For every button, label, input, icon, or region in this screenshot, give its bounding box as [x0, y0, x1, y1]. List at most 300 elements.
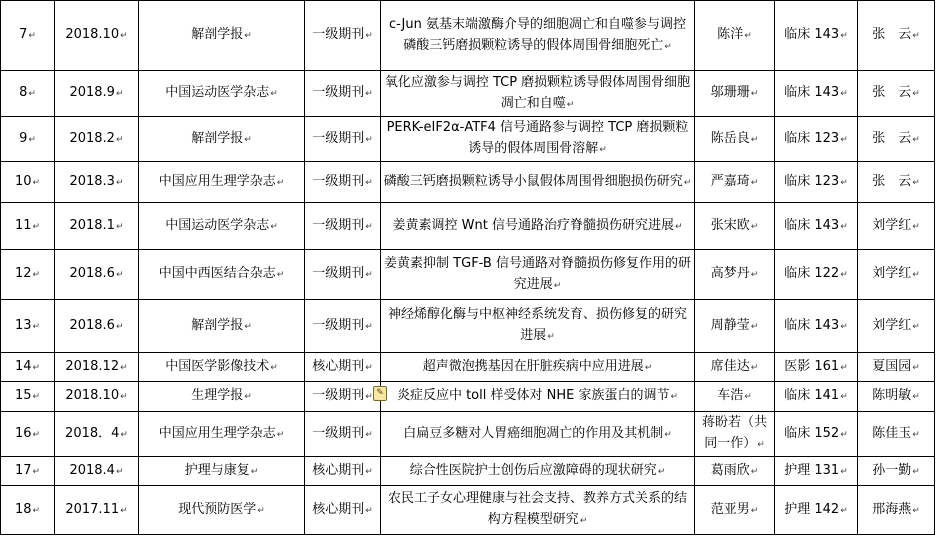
cell-supervisor-text: 张 云	[872, 130, 912, 146]
cell-author	[695, 486, 775, 535]
cell-idx-text: 9	[19, 130, 28, 146]
cell-idx	[1, 412, 55, 457]
cell-journal-text: 中国运动医学杂志	[165, 85, 270, 100]
cell-author	[695, 382, 775, 412]
cell-date-text: 2018.10	[65, 388, 120, 403]
paragraph-mark-icon: ↵	[750, 221, 759, 232]
paragraph-mark-icon: ↵	[32, 177, 41, 188]
cell-level	[305, 412, 381, 457]
cell-supervisor	[858, 71, 935, 117]
cell-class	[775, 117, 858, 162]
cell-date-text: 2017.11	[65, 501, 120, 517]
paragraph-mark-icon: ↵	[912, 31, 920, 41]
cell-supervisor	[858, 412, 935, 457]
cell-journal	[139, 117, 305, 162]
paragraph-mark-icon: ↵	[757, 440, 765, 450]
cell-title-text: 姜黄素抑制 TGF-B 信号通路对脊髓损伤修复作用的研究进展	[384, 255, 691, 292]
table-row	[1, 353, 935, 382]
cell-class-text: 医影 161	[784, 358, 840, 374]
cell-supervisor	[858, 353, 935, 382]
cell-supervisor	[858, 203, 935, 250]
cell-date-text: 2018.3	[69, 173, 115, 189]
cell-journal	[139, 353, 305, 382]
cell-author-text: 席佳达	[710, 358, 750, 374]
cell-title	[381, 250, 695, 300]
paragraph-mark-icon: ↵	[365, 89, 373, 99]
cell-author	[695, 353, 775, 382]
cell-supervisor	[858, 162, 935, 203]
cell-author-text: 范亚男	[710, 501, 750, 517]
cell-level-text: 核心期刊	[312, 358, 365, 374]
table-row	[1, 382, 935, 412]
cell-journal-text: 解剖学报	[191, 317, 244, 333]
cell-author	[695, 117, 775, 162]
cell-class	[775, 457, 858, 486]
cell-supervisor-text: 陈明敏	[872, 388, 912, 403]
cell-idx	[1, 300, 55, 353]
cell-supervisor-text: 夏国园	[872, 358, 912, 374]
cell-title-text: 超声微泡携基因在肝脏疾病中应用进展	[422, 358, 644, 374]
cell-level	[305, 250, 381, 300]
paragraph-mark-icon: ↵	[365, 392, 373, 402]
paragraph-mark-icon: ↵	[115, 466, 124, 477]
paragraph-mark-icon: ↵	[120, 362, 128, 373]
paragraph-mark-icon: ↵	[664, 41, 672, 52]
paragraph-mark-icon: ↵	[840, 505, 848, 516]
cell-class	[775, 353, 858, 382]
paragraph-mark-icon: ↵	[683, 177, 692, 188]
cell-level-text: 一级期刊	[312, 173, 365, 189]
cell-author-text: 周静莹	[710, 317, 750, 333]
cell-idx	[1, 117, 55, 162]
paragraph-mark-icon: ↵	[750, 321, 759, 332]
cell-journal-text: 中国应用生理学杂志	[158, 425, 276, 441]
comment-note-icon[interactable]: ✎	[373, 386, 387, 401]
cell-supervisor-text: 陈佳玉	[872, 425, 912, 441]
cell-author-text: 陈岳良	[710, 130, 750, 146]
cell-level	[305, 1, 381, 71]
paragraph-mark-icon: ↵	[840, 321, 848, 332]
paragraph-mark-icon: ↵	[115, 270, 124, 280]
cell-journal-text: 护理与康复	[184, 462, 250, 478]
table-row	[1, 300, 935, 353]
cell-author	[695, 412, 775, 457]
cell-title	[381, 117, 695, 162]
cell-supervisor-text: 刘学红	[872, 266, 912, 281]
cell-title	[381, 203, 695, 250]
paragraph-mark-icon: ↵	[912, 505, 920, 516]
paragraph-mark-icon: ↵	[670, 392, 679, 402]
paragraph-mark-icon: ↵	[270, 221, 278, 232]
paragraph-mark-icon: ↵	[270, 362, 278, 373]
paragraph-mark-icon: ↵	[276, 270, 285, 280]
cell-class	[775, 486, 858, 535]
cell-class-text: 临床 123	[784, 130, 840, 146]
cell-journal-text: 中国中西医结合杂志	[158, 266, 276, 281]
paragraph-mark-icon: ↵	[912, 321, 920, 332]
cell-idx	[1, 382, 55, 412]
cell-journal-text: 现代预防医学	[178, 501, 257, 517]
cell-date	[55, 457, 139, 486]
paragraph-mark-icon: ↵	[912, 392, 920, 402]
cell-class-text: 临床 143	[784, 317, 840, 333]
cell-level	[305, 300, 381, 353]
paragraph-mark-icon: ↵	[365, 505, 373, 516]
paragraph-mark-icon: ↵	[115, 221, 124, 232]
cell-idx	[1, 162, 55, 203]
paragraph-mark-icon: ↵	[566, 99, 575, 110]
paragraph-mark-icon: ↵	[750, 466, 759, 477]
cell-title-text: 综合性医院护士创伤后应激障碍的现状研究	[409, 462, 657, 478]
cell-level	[305, 71, 381, 117]
paragraph-mark-icon: ↵	[115, 134, 124, 145]
cell-class	[775, 412, 858, 457]
cell-class	[775, 162, 858, 203]
paragraph-mark-icon: ↵	[365, 177, 373, 188]
cell-date	[55, 353, 139, 382]
cell-level	[305, 382, 381, 412]
paragraph-mark-icon: ↵	[657, 466, 666, 477]
cell-supervisor-text: 张 云	[872, 85, 912, 100]
cell-title	[381, 486, 695, 535]
cell-supervisor-text: 孙一勤	[872, 462, 912, 478]
cell-date-text: 2018.2	[69, 130, 115, 146]
paragraph-mark-icon: ↵	[912, 270, 920, 280]
cell-class	[775, 250, 858, 300]
cell-date-text: 2018.1	[69, 217, 115, 233]
cell-title	[381, 71, 695, 117]
cell-class-text: 护理 131	[784, 462, 840, 478]
paragraph-mark-icon: ↵	[120, 505, 128, 516]
cell-author	[695, 250, 775, 300]
paragraph-mark-icon: ↵	[32, 362, 41, 373]
paragraph-mark-icon: ↵	[840, 89, 848, 99]
paragraph-mark-icon: ↵	[912, 429, 920, 440]
cell-title-text: 氧化应激参与调控 TCP 磨损颗粒诱导假体周围骨细胞凋亡和自噬	[384, 74, 691, 111]
paragraph-mark-icon: ↵	[744, 392, 752, 402]
paragraph-mark-icon: ↵	[276, 429, 285, 440]
paragraph-mark-icon: ↵	[276, 177, 285, 188]
cell-journal	[139, 1, 305, 71]
cell-idx-text: 15	[14, 388, 32, 403]
cell-class-text: 临床 123	[784, 173, 840, 189]
cell-date	[55, 71, 139, 117]
paragraph-mark-icon: ↵	[912, 466, 920, 477]
cell-idx-text: 10	[14, 173, 32, 189]
cell-date-text: 2018.10	[65, 27, 120, 42]
cell-journal-text: 解剖学报	[191, 27, 244, 42]
paragraph-mark-icon: ↵	[257, 505, 265, 516]
cell-date	[55, 162, 139, 203]
cell-author-text: 葛雨欣	[710, 462, 750, 478]
cell-journal	[139, 71, 305, 117]
cell-title	[381, 1, 695, 71]
cell-journal-text: 生理学报	[191, 388, 244, 403]
paragraph-mark-icon: ↵	[120, 392, 128, 402]
cell-supervisor	[858, 250, 935, 300]
table-row	[1, 117, 935, 162]
cell-idx	[1, 71, 55, 117]
cell-level	[305, 353, 381, 382]
table-row	[1, 457, 935, 486]
cell-level	[305, 203, 381, 250]
cell-supervisor	[858, 117, 935, 162]
cell-author	[695, 457, 775, 486]
table-row	[1, 250, 935, 300]
paragraph-mark-icon: ↵	[674, 221, 683, 232]
cell-author	[695, 203, 775, 250]
cell-title-text: 磷酸三钙磨损颗粒诱导小鼠假体周围骨细胞损伤研究	[383, 173, 683, 189]
cell-level-text: 一级期刊	[312, 85, 365, 100]
cell-author	[695, 71, 775, 117]
table-row	[1, 203, 935, 250]
paragraph-mark-icon: ↵	[115, 321, 124, 332]
paragraph-mark-icon: ↵	[840, 270, 848, 280]
cell-title	[381, 457, 695, 486]
paragraph-mark-icon: ↵	[120, 429, 128, 440]
cell-title	[381, 353, 695, 382]
cell-title-text: 炎症反应中 toll 样受体对 NHE 家族蛋白的调节	[396, 388, 670, 403]
cell-journal	[139, 382, 305, 412]
cell-journal	[139, 203, 305, 250]
cell-title	[381, 412, 695, 457]
cell-class	[775, 382, 858, 412]
cell-supervisor	[858, 457, 935, 486]
cell-date-text: 2018.6	[69, 317, 115, 333]
paragraph-mark-icon: ↵	[32, 221, 41, 232]
cell-class-text: 临床 152	[784, 425, 840, 441]
cell-date	[55, 382, 139, 412]
cell-level-text: 一级期刊	[312, 266, 365, 281]
paragraph-mark-icon: ↵	[579, 516, 588, 526]
paragraph-mark-icon: ↵	[270, 89, 278, 99]
cell-level	[305, 117, 381, 162]
paragraph-mark-icon: ↵	[32, 466, 41, 477]
cell-title	[381, 162, 695, 203]
paragraph-mark-icon: ↵	[32, 429, 41, 440]
cell-idx-text: 8	[19, 85, 28, 100]
cell-supervisor	[858, 486, 935, 535]
paragraph-mark-icon: ↵	[912, 362, 920, 373]
paragraph-mark-icon: ↵	[250, 466, 259, 477]
paragraph-mark-icon: ↵	[365, 321, 373, 332]
cell-date-text: 2018.12	[65, 358, 120, 374]
cell-title	[381, 382, 695, 412]
cell-idx-text: 17	[14, 462, 32, 478]
cell-class	[775, 300, 858, 353]
cell-title-text: 白扁豆多糖对人胃癌细胞凋亡的作用及其机制	[403, 425, 664, 441]
paragraph-mark-icon: ↵	[32, 270, 41, 280]
cell-date-text: 2018.4	[69, 462, 115, 478]
cell-date	[55, 300, 139, 353]
paragraph-mark-icon: ↵	[32, 392, 41, 402]
paragraph-mark-icon: ↵	[32, 505, 41, 516]
paragraph-mark-icon: ↵	[840, 392, 848, 402]
paragraph-mark-icon: ↵	[120, 31, 128, 41]
cell-level	[305, 162, 381, 203]
cell-idx	[1, 203, 55, 250]
paragraph-mark-icon: ↵	[365, 362, 373, 373]
cell-author	[695, 300, 775, 353]
cell-journal	[139, 486, 305, 535]
cell-date	[55, 250, 139, 300]
paragraph-mark-icon: ↵	[840, 177, 848, 188]
paragraph-mark-icon: ↵	[744, 31, 752, 41]
cell-title-text: 神经烯醇化酶与中枢神经系统发育、损伤修复的研究进展	[387, 307, 687, 343]
paragraph-mark-icon: ↵	[664, 429, 672, 440]
cell-idx-text: 13	[14, 317, 32, 333]
paragraph-mark-icon: ↵	[912, 134, 920, 145]
cell-idx	[1, 1, 55, 71]
paragraph-mark-icon: ↵	[365, 270, 373, 280]
paragraph-mark-icon: ↵	[840, 221, 848, 232]
table-row	[1, 162, 935, 203]
table-row	[1, 71, 935, 117]
cell-level-text: 一级期刊	[312, 388, 365, 403]
paragraph-mark-icon: ↵	[840, 429, 848, 440]
cell-idx-text: 18	[14, 501, 32, 517]
paragraph-mark-icon: ↵	[32, 321, 41, 332]
cell-author-text: 邬珊珊	[710, 85, 750, 100]
cell-supervisor-text: 邢海燕	[872, 501, 912, 517]
cell-journal	[139, 250, 305, 300]
cell-class-text: 临床 143	[784, 27, 840, 42]
cell-supervisor-text: 刘学红	[872, 217, 912, 233]
paragraph-mark-icon: ↵	[750, 362, 759, 373]
paragraph-mark-icon: ↵	[750, 89, 759, 99]
cell-journal	[139, 457, 305, 486]
cell-title-text: 姜黄素调控 Wnt 信号通路治疗脊髓损伤研究进展	[392, 217, 674, 233]
paragraph-mark-icon: ↵	[912, 89, 920, 99]
cell-date	[55, 1, 139, 71]
cell-idx-text: 11	[14, 217, 32, 233]
cell-author-text: 高梦丹	[710, 266, 750, 281]
cell-idx-text: 14	[14, 358, 32, 374]
cell-date-text: 2018．4	[65, 425, 120, 441]
cell-author-text: 车浩	[717, 388, 744, 403]
paragraph-mark-icon: ↵	[28, 31, 36, 41]
paragraph-mark-icon: ↵	[750, 134, 759, 145]
table-row	[1, 1, 935, 71]
cell-title	[381, 300, 695, 353]
paragraph-mark-icon: ↵	[553, 280, 562, 291]
cell-idx	[1, 353, 55, 382]
cell-idx	[1, 486, 55, 535]
cell-idx-text: 7	[19, 27, 28, 42]
paragraph-mark-icon: ↵	[840, 134, 848, 145]
cell-journal	[139, 162, 305, 203]
cell-level	[305, 486, 381, 535]
cell-level-text: 一级期刊	[312, 27, 365, 42]
cell-author-text: 严嘉琦	[710, 173, 750, 189]
paragraph-mark-icon: ↵	[599, 145, 607, 155]
paragraph-mark-icon: ↵	[840, 466, 848, 477]
paragraph-mark-icon: ↵	[912, 177, 920, 188]
cell-supervisor	[858, 1, 935, 71]
paragraph-mark-icon: ↵	[547, 332, 555, 342]
cell-class-text: 临床 141	[784, 388, 840, 403]
cell-author-text: 张宋欧	[710, 217, 750, 233]
cell-journal-text: 解剖学报	[191, 130, 244, 146]
cell-date	[55, 412, 139, 457]
cell-idx	[1, 457, 55, 486]
paragraph-mark-icon: ↵	[115, 177, 124, 188]
cell-supervisor-text: 张 云	[872, 27, 912, 42]
cell-class	[775, 71, 858, 117]
cell-title-text: c-Jun 氨基末端激酶介导的细胞凋亡和自噬参与调控磷酸三钙磨损颗粒诱导的假体周围骨细胞死亡	[388, 16, 686, 53]
cell-author	[695, 162, 775, 203]
cell-supervisor	[858, 300, 935, 353]
paragraph-mark-icon: ↵	[365, 466, 373, 477]
cell-level-text: 一级期刊	[312, 425, 365, 441]
cell-journal	[139, 412, 305, 457]
paragraph-mark-icon: ↵	[244, 321, 252, 332]
cell-date	[55, 203, 139, 250]
cell-level-text: 一级期刊	[312, 217, 365, 233]
cell-author	[695, 1, 775, 71]
cell-class	[775, 1, 858, 71]
cell-level-text: 一级期刊	[312, 130, 365, 146]
paragraph-mark-icon: ↵	[840, 31, 848, 41]
paragraph-mark-icon: ↵	[244, 134, 252, 145]
cell-title-text: PERK-eIF2α-ATF4 信号通路参与调控 TCP 磨损颗粒诱导的假体周围骨溶解	[386, 120, 689, 156]
cell-supervisor	[858, 382, 935, 412]
cell-class-text: 临床 143	[784, 217, 840, 233]
cell-idx	[1, 250, 55, 300]
cell-date	[55, 486, 139, 535]
paragraph-mark-icon: ↵	[644, 362, 653, 373]
paragraph-mark-icon: ↵	[28, 89, 36, 99]
paragraph-mark-icon: ↵	[750, 177, 759, 188]
paragraph-mark-icon: ↵	[28, 134, 36, 145]
cell-idx-text: 12	[14, 266, 32, 281]
cell-date-text: 2018.6	[69, 266, 115, 281]
cell-author-text: 蒋盼若（共同一作）	[701, 415, 767, 451]
table-row	[1, 412, 935, 457]
table-body	[1, 1, 935, 535]
cell-level-text: 核心期刊	[312, 462, 365, 478]
cell-class-text: 临床 122	[784, 266, 840, 281]
cell-level	[305, 457, 381, 486]
cell-author-text: 陈洋	[717, 27, 744, 42]
paragraph-mark-icon: ↵	[244, 31, 252, 41]
cell-supervisor-text: 张 云	[872, 173, 912, 189]
cell-journal-text: 中国医学影像技术	[165, 358, 270, 374]
paragraph-mark-icon: ↵	[365, 429, 373, 440]
cell-class	[775, 203, 858, 250]
cell-title-text: 农民工子女心理健康与社会支持、教养方式关系的结构方程模型研究	[387, 491, 687, 527]
cell-journal-text: 中国运动医学杂志	[165, 217, 270, 233]
paragraph-mark-icon: ↵	[912, 221, 920, 232]
cell-idx-text: 16	[14, 425, 32, 441]
cell-date	[55, 117, 139, 162]
table-row	[1, 486, 935, 535]
cell-class-text: 临床 143	[784, 85, 840, 100]
paragraph-mark-icon: ↵	[244, 392, 252, 402]
paragraph-mark-icon: ↵	[365, 31, 373, 41]
paragraph-mark-icon: ↵	[840, 362, 848, 373]
cell-journal-text: 中国应用生理学杂志	[158, 173, 276, 189]
paragraph-mark-icon: ↵	[365, 221, 373, 232]
cell-level-text: 核心期刊	[312, 501, 365, 517]
cell-supervisor-text: 刘学红	[872, 317, 912, 333]
paragraph-mark-icon: ↵	[750, 505, 759, 516]
cell-date-text: 2018.9	[69, 85, 115, 100]
paragraph-mark-icon: ↵	[115, 89, 124, 99]
paragraph-mark-icon: ↵	[750, 270, 759, 280]
cell-journal	[139, 300, 305, 353]
cell-level-text: 一级期刊	[312, 317, 365, 333]
